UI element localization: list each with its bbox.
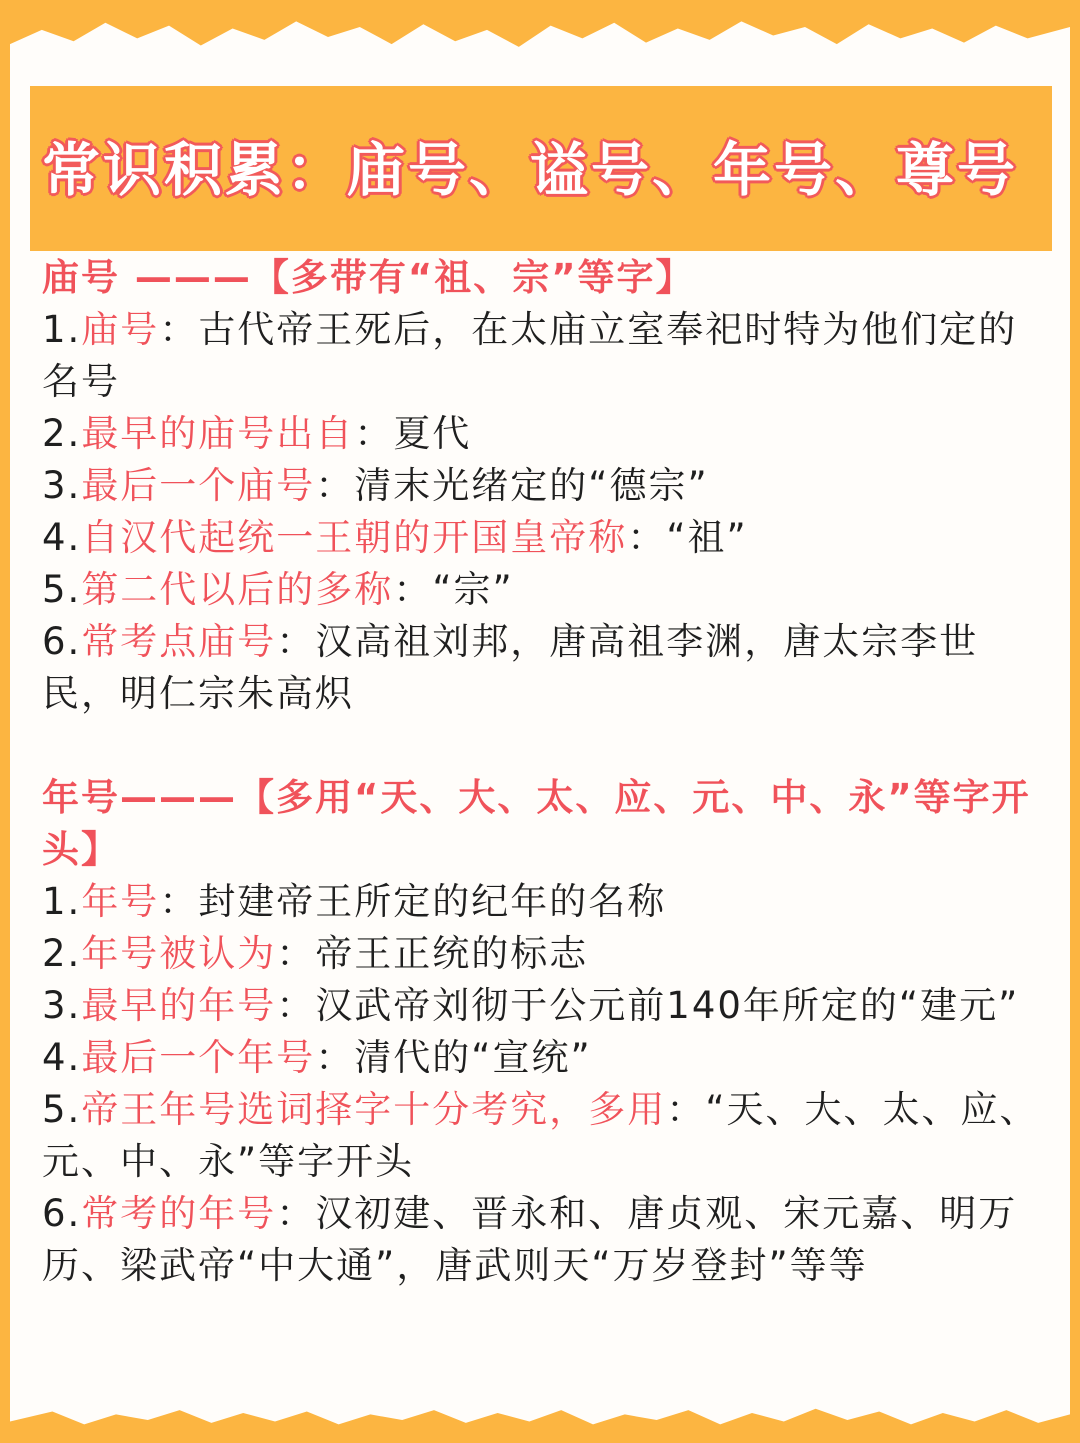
item-separator: ： xyxy=(276,620,316,663)
section-miaohao xyxy=(42,252,1052,720)
item-text: 汉高祖刘邦，唐高祖李渊，唐太宗李世民，明仁宗朱高炽 xyxy=(42,620,979,715)
item-number: 2. xyxy=(42,412,82,455)
title-banner xyxy=(30,86,1052,251)
list-item xyxy=(42,564,1052,616)
item-keyword: 最早的年号 xyxy=(81,984,277,1027)
item-text: 汉武帝刘彻于公元前140年所定的“建元” xyxy=(315,984,1020,1027)
item-text: 封建帝王所定的纪年的名称 xyxy=(198,880,667,923)
item-number: 4. xyxy=(42,1036,82,1079)
item-keyword: 年号被认为 xyxy=(81,932,277,975)
item-separator: ： xyxy=(666,1088,706,1131)
item-text: “祖” xyxy=(666,516,748,559)
item-separator: ： xyxy=(276,932,316,975)
item-number: 3. xyxy=(42,984,82,1027)
item-number: 6. xyxy=(42,1192,82,1235)
item-number: 1. xyxy=(42,880,82,923)
item-text: 古代帝王死后，在太庙立室奉祀时特为他们定的名号 xyxy=(42,308,1018,403)
item-keyword: 最后一个年号 xyxy=(81,1036,316,1079)
item-keyword: 年号 xyxy=(81,880,160,923)
list-item xyxy=(42,1032,1052,1084)
page-title: 常识积累：庙号、谥号、年号、尊号 xyxy=(42,136,1019,204)
list-item xyxy=(42,408,1052,460)
list-item xyxy=(42,980,1052,1032)
item-number: 2. xyxy=(42,932,82,975)
list-item xyxy=(42,616,1052,720)
item-number: 5. xyxy=(42,1088,82,1131)
item-text: 清代的“宣统” xyxy=(354,1036,592,1079)
item-keyword: 帝王年号选词择字十分考究，多用 xyxy=(81,1088,667,1131)
list-item xyxy=(42,928,1052,980)
item-keyword: 自汉代起统一王朝的开国皇帝称 xyxy=(81,516,628,559)
item-number: 1. xyxy=(42,308,82,351)
section-heading: 庙号 ———【多带有“祖、宗”等字】 xyxy=(42,256,695,299)
section-nianhao xyxy=(42,772,1052,1292)
list-item xyxy=(42,1084,1052,1188)
item-text: “宗” xyxy=(432,568,514,611)
item-keyword: 常考的年号 xyxy=(81,1192,277,1235)
list-item xyxy=(42,512,1052,564)
item-separator: ： xyxy=(315,464,355,507)
item-number: 5. xyxy=(42,568,82,611)
item-separator: ： xyxy=(354,412,394,455)
list-item xyxy=(42,1188,1052,1292)
item-text: 汉初建、晋永和、唐贞观、宋元嘉、明万历、梁武帝“中大通”，唐武则天“万岁登封”等等 xyxy=(42,1192,1018,1287)
item-separator: ： xyxy=(276,1192,316,1235)
item-number: 4. xyxy=(42,516,82,559)
item-text: 清末光绪定的“德宗” xyxy=(354,464,709,507)
item-number: 3. xyxy=(42,464,82,507)
item-separator: ： xyxy=(159,880,199,923)
item-separator: ： xyxy=(276,984,316,1027)
list-item xyxy=(42,460,1052,512)
item-separator: ： xyxy=(159,308,199,351)
content-body xyxy=(42,252,1052,1292)
item-text: 帝王正统的标志 xyxy=(315,932,589,975)
section-spacer xyxy=(42,720,1052,772)
item-keyword: 最早的庙号出自 xyxy=(81,412,355,455)
item-keyword: 常考点庙号 xyxy=(81,620,277,663)
item-number: 6. xyxy=(42,620,82,663)
item-separator: ： xyxy=(393,568,433,611)
item-keyword: 最后一个庙号 xyxy=(81,464,316,507)
item-keyword: 第二代以后的多称 xyxy=(81,568,394,611)
section-heading: 年号———【多用“天、大、太、应、元、中、永”等字开头】 xyxy=(42,776,1031,871)
item-separator: ： xyxy=(627,516,667,559)
list-item xyxy=(42,876,1052,928)
item-keyword: 庙号 xyxy=(81,308,160,351)
item-text: “天、大、太、应、元、中、永”等字开头 xyxy=(42,1088,1039,1183)
item-separator: ： xyxy=(315,1036,355,1079)
item-text: 夏代 xyxy=(393,412,472,455)
list-item xyxy=(42,304,1052,408)
